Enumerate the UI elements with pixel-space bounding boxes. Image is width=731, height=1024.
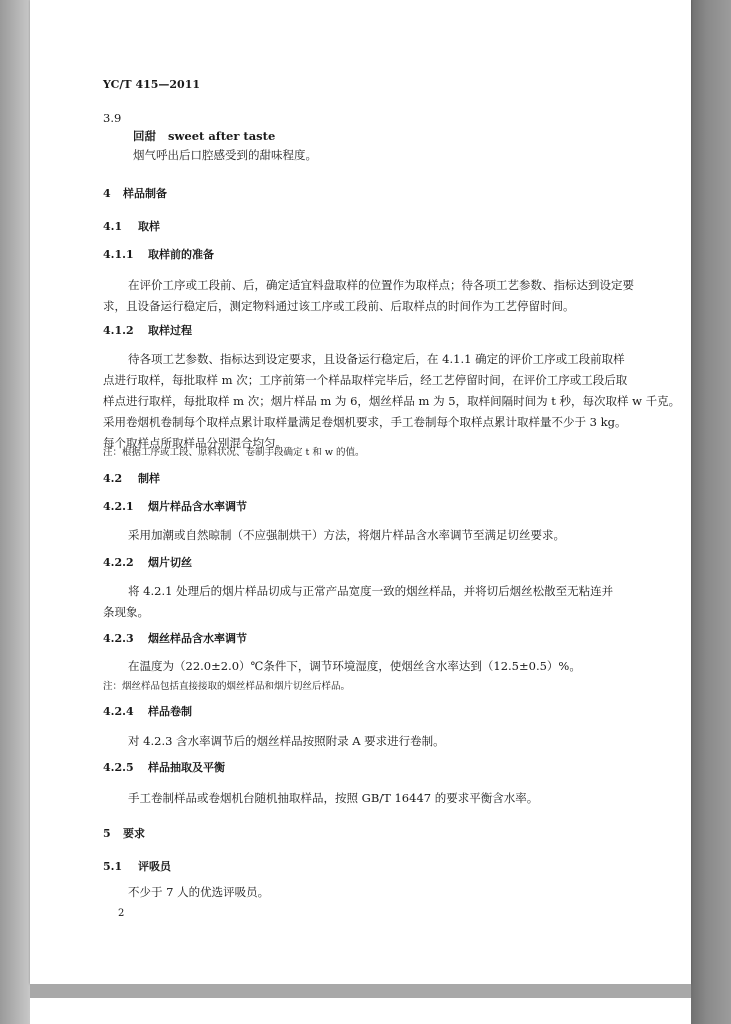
section-4-2-2-paragraph	[103, 581, 613, 623]
page-header: YC/T 415—2011	[103, 78, 201, 91]
section-4-1-2-paragraph	[103, 349, 680, 454]
section-4-2-5-title: 样品抽取及平衡	[148, 761, 225, 774]
section-4-1-number: 4.1	[103, 220, 123, 233]
page-number: 2	[118, 908, 125, 919]
section-4-2-3-paragraph	[128, 656, 581, 677]
paragraph-line: 对 4.2.3 含水率调节后的烟丝样品按照附录 A 要求进行卷制。	[128, 734, 445, 748]
paragraph-line: 每个取样点所取样品分别混合均匀。	[103, 436, 287, 450]
section-4-number: 4	[103, 187, 111, 200]
section-4-1-title: 取样	[138, 220, 160, 233]
paragraph-line: 采用卷烟机卷制每个取样点累计取样量满足卷烟机要求，手工卷制每个取样点累计取样量不少于 3 kg。	[103, 415, 627, 429]
paragraph-line: 样点进行取样，每批取样 m 次；烟片样品 m 为 6，烟丝样品 m 为 5，取样间隔时间为 t 秒，每次取样 w 千克。	[103, 394, 681, 408]
section-4-2-2-title: 烟片切丝	[148, 556, 192, 569]
page-gap	[30, 984, 691, 998]
term-definition: 烟气呼出后口腔感受到的甜味程度。	[133, 148, 317, 162]
paragraph-line: 在评价工序或工段前、后，确定适宜料盘取样的位置作为取样点；待各项工艺参数、指标达到设定要	[128, 278, 634, 292]
term-english: sweet after taste	[168, 129, 276, 143]
paragraph-line: 求，且设备运行稳定后，测定物料通过该工序或工段前、后取样点的时间作为工艺停留时间。	[103, 299, 575, 313]
viewer-scrollbar-area[interactable]	[691, 0, 731, 1024]
paragraph-line: 将 4.2.1 处理后的烟片样品切成与正常产品宽度一致的烟丝样品，并将切后烟丝松散至无粘连并	[128, 584, 614, 598]
section-5-title: 要求	[123, 827, 145, 840]
section-4-2-4-number: 4.2.4	[103, 705, 134, 718]
section-3-9-number: 3.9	[103, 111, 122, 125]
next-page	[30, 998, 691, 1024]
paragraph-line: 在温度为（22.0±2.0）℃条件下，调节环境湿度，使烟丝含水率达到（12.5±0.5）%。	[128, 659, 581, 673]
document-page	[30, 0, 691, 984]
section-4-1-1-number: 4.1.1	[103, 248, 134, 261]
section-4-2-1-paragraph	[128, 525, 565, 546]
term-chinese: 回甜	[133, 129, 156, 143]
section-4-1-1-paragraph	[103, 275, 634, 317]
section-4-2-3-title: 烟丝样品含水率调节	[148, 632, 247, 645]
paragraph-line: 采用加潮或自然晾制（不应强制烘干）方法，将烟片样品含水率调节至满足切丝要求。	[128, 528, 565, 542]
section-4-title: 样品制备	[123, 187, 167, 200]
section-4-1-1-title: 取样前的准备	[148, 248, 214, 261]
section-4-2-number: 4.2	[103, 472, 123, 485]
section-5-1-number: 5.1	[103, 860, 123, 873]
section-4-1-2-number: 4.1.2	[103, 324, 134, 337]
section-4-2-3-note: 注：烟丝样品包括直接接取的烟丝样品和烟片切丝后样品。	[103, 681, 351, 692]
section-5-1-paragraph	[128, 882, 269, 903]
paragraph-line: 待各项工艺参数、指标达到设定要求，且设备运行稳定后，在 4.1.1 确定的评价工序或工段前取样	[128, 352, 625, 366]
section-4-2-3-number: 4.2.3	[103, 632, 134, 645]
section-4-2-5-number: 4.2.5	[103, 761, 134, 774]
section-5-1-title: 评吸员	[138, 860, 171, 873]
section-4-1-2-note: 注：根据工序或工段、原料状况、卷制手段确定 t 和 w 的值。	[103, 447, 365, 458]
section-4-2-4-title: 样品卷制	[148, 705, 192, 718]
paragraph-line: 手工卷制样品或卷烟机台随机抽取样品，按照 GB/T 16447 的要求平衡含水率。	[128, 791, 539, 805]
section-4-2-title: 制样	[138, 472, 160, 485]
section-4-1-2-title: 取样过程	[148, 324, 192, 337]
section-4-2-2-number: 4.2.2	[103, 556, 134, 569]
section-4-2-4-paragraph	[128, 731, 445, 752]
paragraph-line: 不少于 7 人的优选评吸员。	[128, 885, 270, 899]
section-4-2-1-number: 4.2.1	[103, 500, 134, 513]
paragraph-line: 点进行取样，每批取样 m 次；工序前第一个样品取样完毕后，经工艺停留时间，在评价工序或工段后取	[103, 373, 628, 387]
paragraph-line: 条现象。	[103, 605, 149, 619]
section-5-number: 5	[103, 827, 111, 840]
viewer-left-margin	[0, 0, 30, 1024]
section-4-2-1-title: 烟片样品含水率调节	[148, 500, 247, 513]
section-4-2-5-paragraph	[128, 788, 538, 809]
